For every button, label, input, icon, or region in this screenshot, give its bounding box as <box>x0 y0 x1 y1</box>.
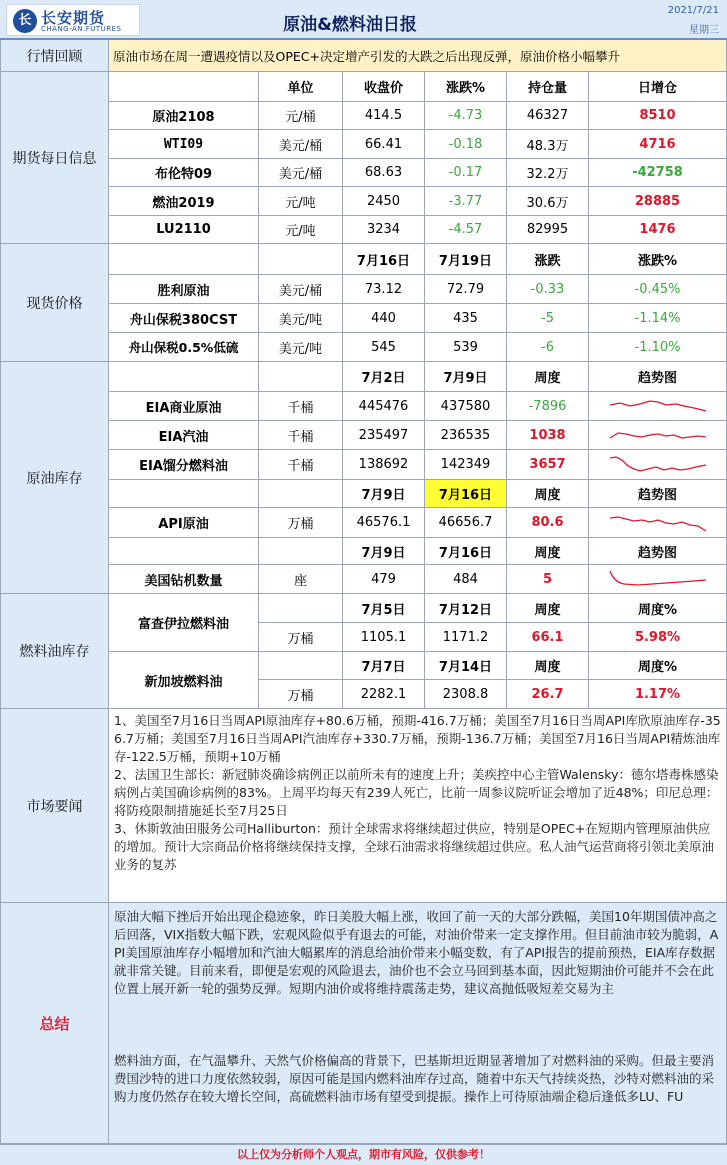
eia-unit: 千桶 <box>259 421 343 450</box>
futures-unit: 元/吨 <box>259 216 343 244</box>
spot-pct: -1.14% <box>589 304 727 333</box>
api-weekly-change: 80.6 <box>507 508 589 538</box>
fujairah-header-blank <box>259 594 343 623</box>
rig-weekly-change: 5 <box>507 565 589 594</box>
futures-unit: 美元/桶 <box>259 159 343 187</box>
spot-price2: 539 <box>425 333 507 362</box>
eia-unit: 千桶 <box>259 392 343 421</box>
singapore-header-pct: 周度% <box>589 652 727 680</box>
section-label-inventory: 原油库存 <box>0 362 109 594</box>
rig-header-trend: 趋势图 <box>589 538 727 565</box>
eia-header-blank <box>109 362 259 392</box>
futures-oi: 46327 <box>507 102 589 130</box>
api-name: API原油 <box>109 508 259 538</box>
futures-close: 3234 <box>343 216 425 244</box>
spot-name: 舟山保税380CST <box>109 304 259 333</box>
futures-name: 燃油2019 <box>109 187 259 216</box>
spot-price1: 545 <box>343 333 425 362</box>
futures-close: 414.5 <box>343 102 425 130</box>
company-logo <box>6 4 140 36</box>
spot-change: -0.33 <box>507 275 589 304</box>
spot-unit: 美元/吨 <box>259 333 343 362</box>
futures-header-oi: 持仓量 <box>507 72 589 102</box>
spot-header-pct: 涨跌% <box>589 244 727 275</box>
singapore-weekly-pct: 1.17% <box>589 680 727 709</box>
singapore-header-date1: 7月7日 <box>343 652 425 680</box>
disclaimer-footer: 以上仅为分析师个人观点，期市有风险，仅供参考！ <box>0 1144 727 1165</box>
spot-price1: 73.12 <box>343 275 425 304</box>
futures-name: 原油2108 <box>109 102 259 130</box>
spot-change: -6 <box>507 333 589 362</box>
futures-name: LU2110 <box>109 216 259 244</box>
futures-daily-oi: -42758 <box>589 159 727 187</box>
eia-value2: 236535 <box>425 421 507 450</box>
api-header-blank-unit <box>259 480 343 508</box>
spot-header-blank-unit <box>259 244 343 275</box>
eia-header-weekly: 周度 <box>507 362 589 392</box>
singapore-header-blank <box>259 652 343 680</box>
futures-oi: 48.3万 <box>507 130 589 159</box>
spot-header-change: 涨跌 <box>507 244 589 275</box>
eia-value1: 445476 <box>343 392 425 421</box>
spot-unit: 美元/桶 <box>259 275 343 304</box>
summary-paragraph-crude: 原油大幅下挫后开始出现企稳迹象，昨日美股大幅上涨，收回了前一天的大部分跌幅，美国10年期国债冲高之后回落，VIX指数大幅下跌，宏观风险似乎有退去的可能，对油价带来一定支撑作用。但目前油市较为脆弱，API美国原油库存小幅增加和汽油大幅累库的消息给油价带来小幅变数，有了API报告的提前预热，EIA库存数据就非常关键。目前来看，即便是宏观的风险退去，油价也不会立马回到基本面，因此短期油价可能并不会在此位置上展开新一轮的强势反弹。短期内油价或将维持震荡走势，建议高抛低吸短差交易为主 <box>114 909 719 996</box>
eia-value2: 142349 <box>425 450 507 480</box>
spot-name: 胜利原油 <box>109 275 259 304</box>
api-value2: 46656.7 <box>425 508 507 538</box>
rig-count-trend-sparkline <box>589 565 727 594</box>
futures-close: 68.63 <box>343 159 425 187</box>
api-header-weekly: 周度 <box>507 480 589 508</box>
fujairah-value1: 1105.1 <box>343 623 425 652</box>
eia-header-date1: 7月2日 <box>343 362 425 392</box>
logo-name: 长安期货 <box>41 9 106 27</box>
report-title: 原油&燃料油日报 <box>283 15 417 35</box>
section-label-review: 行情回顾 <box>0 40 109 72</box>
singapore-name: 新加坡燃料油 <box>109 652 259 709</box>
section-label-news: 市场要闻 <box>0 709 109 903</box>
futures-daily-oi: 4716 <box>589 130 727 159</box>
futures-oi: 82995 <box>507 216 589 244</box>
report-date: 2021/7/21 <box>667 5 719 16</box>
spot-header-date2: 7月19日 <box>425 244 507 275</box>
rig-header-weekly: 周度 <box>507 538 589 565</box>
rig-header-date1: 7月9日 <box>343 538 425 565</box>
futures-change: -0.18 <box>425 130 507 159</box>
futures-header-unit: 单位 <box>259 72 343 102</box>
singapore-value2: 2308.8 <box>425 680 507 709</box>
fujairah-name: 富查伊拉燃料油 <box>109 594 259 652</box>
eia-gasoline-trend-sparkline <box>589 421 727 450</box>
eia-crude-trend-sparkline <box>589 392 727 421</box>
eia-weekly-change: -7896 <box>507 392 589 421</box>
rig-header-blank <box>109 538 259 565</box>
api-header-date2: 7月16日 <box>425 480 507 508</box>
futures-unit: 元/桶 <box>259 102 343 130</box>
news-text: 1、美国至7月16日当周API原油库存+80.6万桶，预期-416.7万桶；美国至7月16日当周API库欣原油库存-356.7万桶；美国至7月16日当周API汽油库存+330.7万桶，预期-136.7万桶；美国至7月16日当周API精炼油库存-122.5万桶，预期+10万桶 2、法国卫生部长：新冠肺炎确诊病例正以前所未有的速度上升；美疾控中心主管Walensky：德尔塔毒株感染病例占美国确诊病例的83%。上周平均每天有239人死亡，比前一周参议院听证会增加了近48%；印尼总理：将防疫限制措施延长至7月25日 3、休斯敦油田服务公司Halliburton：预计全球需求将继续超过供应，特别是OPEC+在短期内管理原油供应的增加。预计大宗商品价格将继续保持支撑，全球石油需求将继续超过供应。私人油气运营商将引领北美原油业务的复苏 <box>114 713 721 872</box>
futures-close: 66.41 <box>343 130 425 159</box>
futures-unit: 美元/桶 <box>259 130 343 159</box>
rig-header-date2: 7月16日 <box>425 538 507 565</box>
spot-price2: 72.79 <box>425 275 507 304</box>
eia-weekly-change: 3657 <box>507 450 589 480</box>
futures-change: -0.17 <box>425 159 507 187</box>
section-label-spot: 现货价格 <box>0 244 109 362</box>
futures-header-change: 涨跌% <box>425 72 507 102</box>
futures-oi: 32.2万 <box>507 159 589 187</box>
eia-unit: 千桶 <box>259 450 343 480</box>
spot-name: 舟山保税0.5%低硫 <box>109 333 259 362</box>
rig-value2: 484 <box>425 565 507 594</box>
futures-change: -4.57 <box>425 216 507 244</box>
fujairah-header-date2: 7月12日 <box>425 594 507 623</box>
fujairah-value2: 1171.2 <box>425 623 507 652</box>
spot-header-blank <box>109 244 259 275</box>
eia-value1: 138692 <box>343 450 425 480</box>
spot-change: -5 <box>507 304 589 333</box>
spot-price2: 435 <box>425 304 507 333</box>
api-header-trend: 趋势图 <box>589 480 727 508</box>
singapore-value1: 2282.1 <box>343 680 425 709</box>
eia-header-date2: 7月9日 <box>425 362 507 392</box>
report-weekday: 星期三 <box>689 25 719 36</box>
futures-header-close: 收盘价 <box>343 72 425 102</box>
spot-unit: 美元/吨 <box>259 304 343 333</box>
report-header <box>0 0 727 40</box>
singapore-weekly-change: 26.7 <box>507 680 589 709</box>
logo-english: CHANG-AN.FUTURES <box>41 25 122 33</box>
futures-unit: 元/吨 <box>259 187 343 216</box>
api-unit: 万桶 <box>259 508 343 538</box>
fujairah-header-pct: 周度% <box>589 594 727 623</box>
futures-header-daily-oi: 日增仓 <box>589 72 727 102</box>
rig-unit: 座 <box>259 565 343 594</box>
futures-close: 2450 <box>343 187 425 216</box>
spot-pct: -1.10% <box>589 333 727 362</box>
fujairah-weekly-change: 66.1 <box>507 623 589 652</box>
eia-name: EIA商业原油 <box>109 392 259 421</box>
eia-value2: 437580 <box>425 392 507 421</box>
eia-header-blank-unit <box>259 362 343 392</box>
futures-oi: 30.6万 <box>507 187 589 216</box>
futures-change: -4.73 <box>425 102 507 130</box>
futures-daily-oi: 28885 <box>589 187 727 216</box>
eia-distillate-trend-sparkline <box>589 450 727 480</box>
section-label-futures: 期货每日信息 <box>0 72 109 244</box>
eia-weekly-change: 1038 <box>507 421 589 450</box>
singapore-header-date2: 7月14日 <box>425 652 507 680</box>
futures-name: WTI09 <box>109 130 259 159</box>
futures-change: -3.77 <box>425 187 507 216</box>
fujairah-unit: 万桶 <box>259 623 343 652</box>
eia-value1: 235497 <box>343 421 425 450</box>
singapore-unit: 万桶 <box>259 680 343 709</box>
futures-header-blank <box>109 72 259 102</box>
spot-price1: 440 <box>343 304 425 333</box>
eia-name: EIA馏分燃料油 <box>109 450 259 480</box>
api-header-blank <box>109 480 259 508</box>
futures-daily-oi: 8510 <box>589 102 727 130</box>
futures-daily-oi: 1476 <box>589 216 727 244</box>
fujairah-weekly-pct: 5.98% <box>589 623 727 652</box>
section-label-fuel-inventory: 燃料油库存 <box>0 594 109 709</box>
review-text: 原油市场在周一遭遇疫情以及OPEC+决定增产引发的大跌之后出现反弹，原油价格小幅攀升 <box>109 40 727 72</box>
eia-header-trend: 趋势图 <box>589 362 727 392</box>
section-label-summary: 总结 <box>0 903 109 1144</box>
api-value1: 46576.1 <box>343 508 425 538</box>
spot-pct: -0.45% <box>589 275 727 304</box>
rig-value1: 479 <box>343 565 425 594</box>
rig-name: 美国钻机数量 <box>109 565 259 594</box>
api-crude-trend-sparkline <box>589 508 727 538</box>
futures-name: 布伦特09 <box>109 159 259 187</box>
singapore-header-weekly: 周度 <box>507 652 589 680</box>
eia-name: EIA汽油 <box>109 421 259 450</box>
fujairah-header-date1: 7月5日 <box>343 594 425 623</box>
rig-header-blank-unit <box>259 538 343 565</box>
api-header-date1: 7月9日 <box>343 480 425 508</box>
fujairah-header-weekly: 周度 <box>507 594 589 623</box>
spot-header-date1: 7月16日 <box>343 244 425 275</box>
logo-mark-icon: 长 <box>13 9 37 33</box>
summary-paragraph-fuel: 燃料油方面，在气温攀升、天然气价格偏高的背景下，巴基斯坦近期显著增加了对燃料油的采购。但最主要消费国沙特的进口力度依然较弱，原因可能是国内燃料油库存过高，随着中东天气持续炎热，沙特对燃料油的采购力度仍然存在较大增长空间，高硫燃料油市场有望受到提振。操作上可待原油端企稳后逢低多LU、FU <box>114 1053 715 1104</box>
